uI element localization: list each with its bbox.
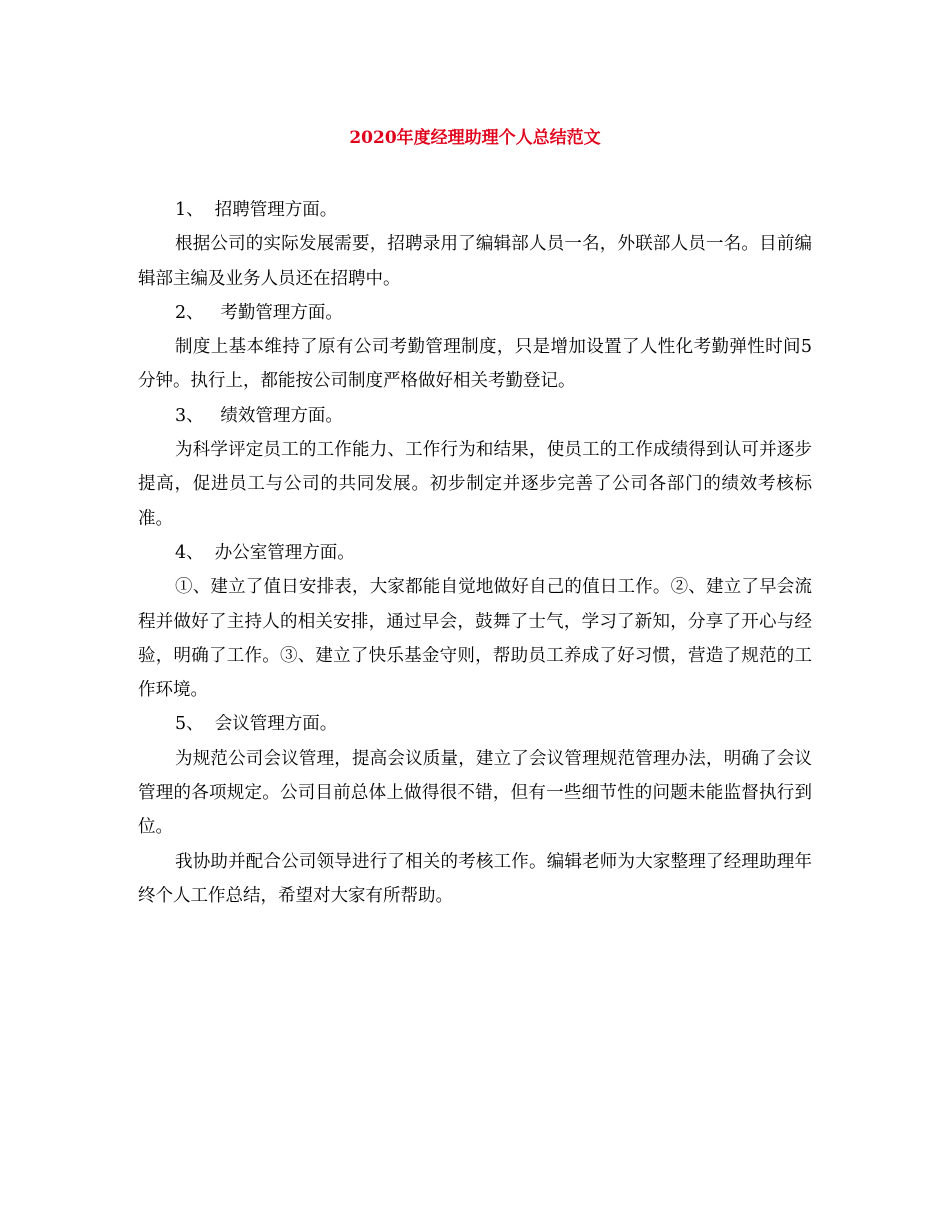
section-heading-performance: 3、 绩效管理方面。 [175, 405, 343, 426]
section-heading-office: 4、 办公室管理方面。 [175, 542, 355, 563]
section-heading-meetings: 5、 会议管理方面。 [175, 714, 338, 735]
paragraph-meetings: 为规范公司会议管理，提高会议质量，建立了会议管理规范管理办法，明确了会议管理的各项规定。公司目前总体上做得很不错，但有一些细节性的问题未能监督执行到位。 [138, 748, 812, 838]
document-title: 2020年度经理助理个人总结范文 [349, 128, 601, 148]
paragraph-recruitment: 根据公司的实际发展需要，招聘录用了编辑部人员一名，外联部人员一名。目前编辑部主编及业务人员还在招聘中。 [138, 234, 812, 289]
section-heading-attendance: 2、 考勤管理方面。 [175, 302, 343, 323]
paragraph-office: ①、建立了值日安排表，大家都能自觉地做好自己的值日工作。②、建立了早会流程并做好了主持人的相关安排，通过早会，鼓舞了士气，学习了新知，分享了开心与经验，明确了工作。③、建立了快乐基金守则，帮助员工养成了好习惯，营造了规范的工作环境。 [138, 577, 812, 701]
paragraph-attendance: 制度上基本维持了原有公司考勤管理制度，只是增加设置了人性化考勤弹性时间5分钟。执行上，都能按公司制度严格做好相关考勤登记。 [138, 337, 812, 392]
section-heading-recruitment: 1、 招聘管理方面。 [175, 200, 338, 220]
paragraph-closing: 我协助并配合公司领导进行了相关的考核工作。编辑老师为大家整理了经理助理年终个人工作总结，希望对大家有所帮助。 [138, 851, 812, 906]
document-body [138, 193, 812, 913]
paragraph-performance: 为科学评定员工的工作能力、工作行为和结果，使员工的工作成绩得到认可并逐步提高，促进员工与公司的共同发展。初步制定并逐步完善了公司各部门的绩效考核标准。 [138, 440, 812, 529]
